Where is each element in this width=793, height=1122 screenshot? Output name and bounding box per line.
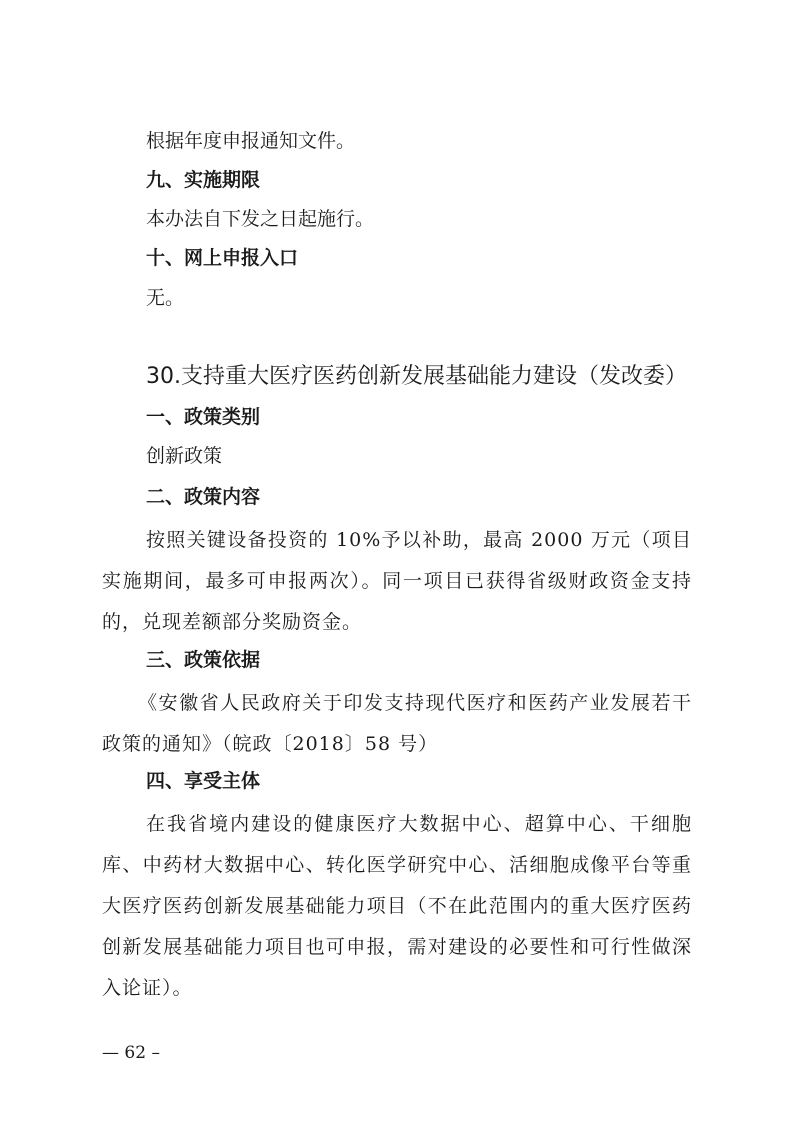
policy-basis: 《安徽省人民政府关于印发支持现代医疗和医药产业发展若干政策的通知》（皖政〔2018〕58 号） [102, 692, 692, 755]
text-line: 本办法自下发之日起施行。 [146, 208, 375, 230]
section-heading: 十、网上申报入口 [146, 247, 299, 269]
section-heading: 一、政策类别 [146, 406, 261, 428]
section-heading: 九、实施期限 [146, 169, 261, 191]
section-heading: 四、享受主体 [146, 770, 261, 792]
section-heading: 三、政策依据 [146, 649, 261, 671]
policy-subject: 在我省境内建设的健康医疗大数据中心、超算中心、干细胞库、中药材大数据中心、转化医学研究中心、活细胞成像平台等重大医疗医药创新发展基础能力项目（不在此范围内的重大医疗医药创新发展基础能力项目也可申报，需对建设的必要性和可行性做深入论证）。 [102, 813, 692, 999]
section-heading: 二、政策内容 [146, 486, 261, 508]
page-number: — 62 – [102, 1043, 160, 1063]
text-line: 无。 [146, 287, 185, 309]
policy-category: 创新政策 [146, 445, 223, 467]
section-title: 30.支持重大医疗医药创新发展基础能力建设（发改委） [146, 364, 687, 389]
text-line: 根据年度申报通知文件。 [146, 130, 356, 152]
policy-content: 按照关键设备投资的 10%予以补助，最高 2000 万元（项目实施期间，最多可申报两次）。同一项目已获得省级财政资金支持的，兑现差额部分奖励资金。 [102, 529, 692, 633]
